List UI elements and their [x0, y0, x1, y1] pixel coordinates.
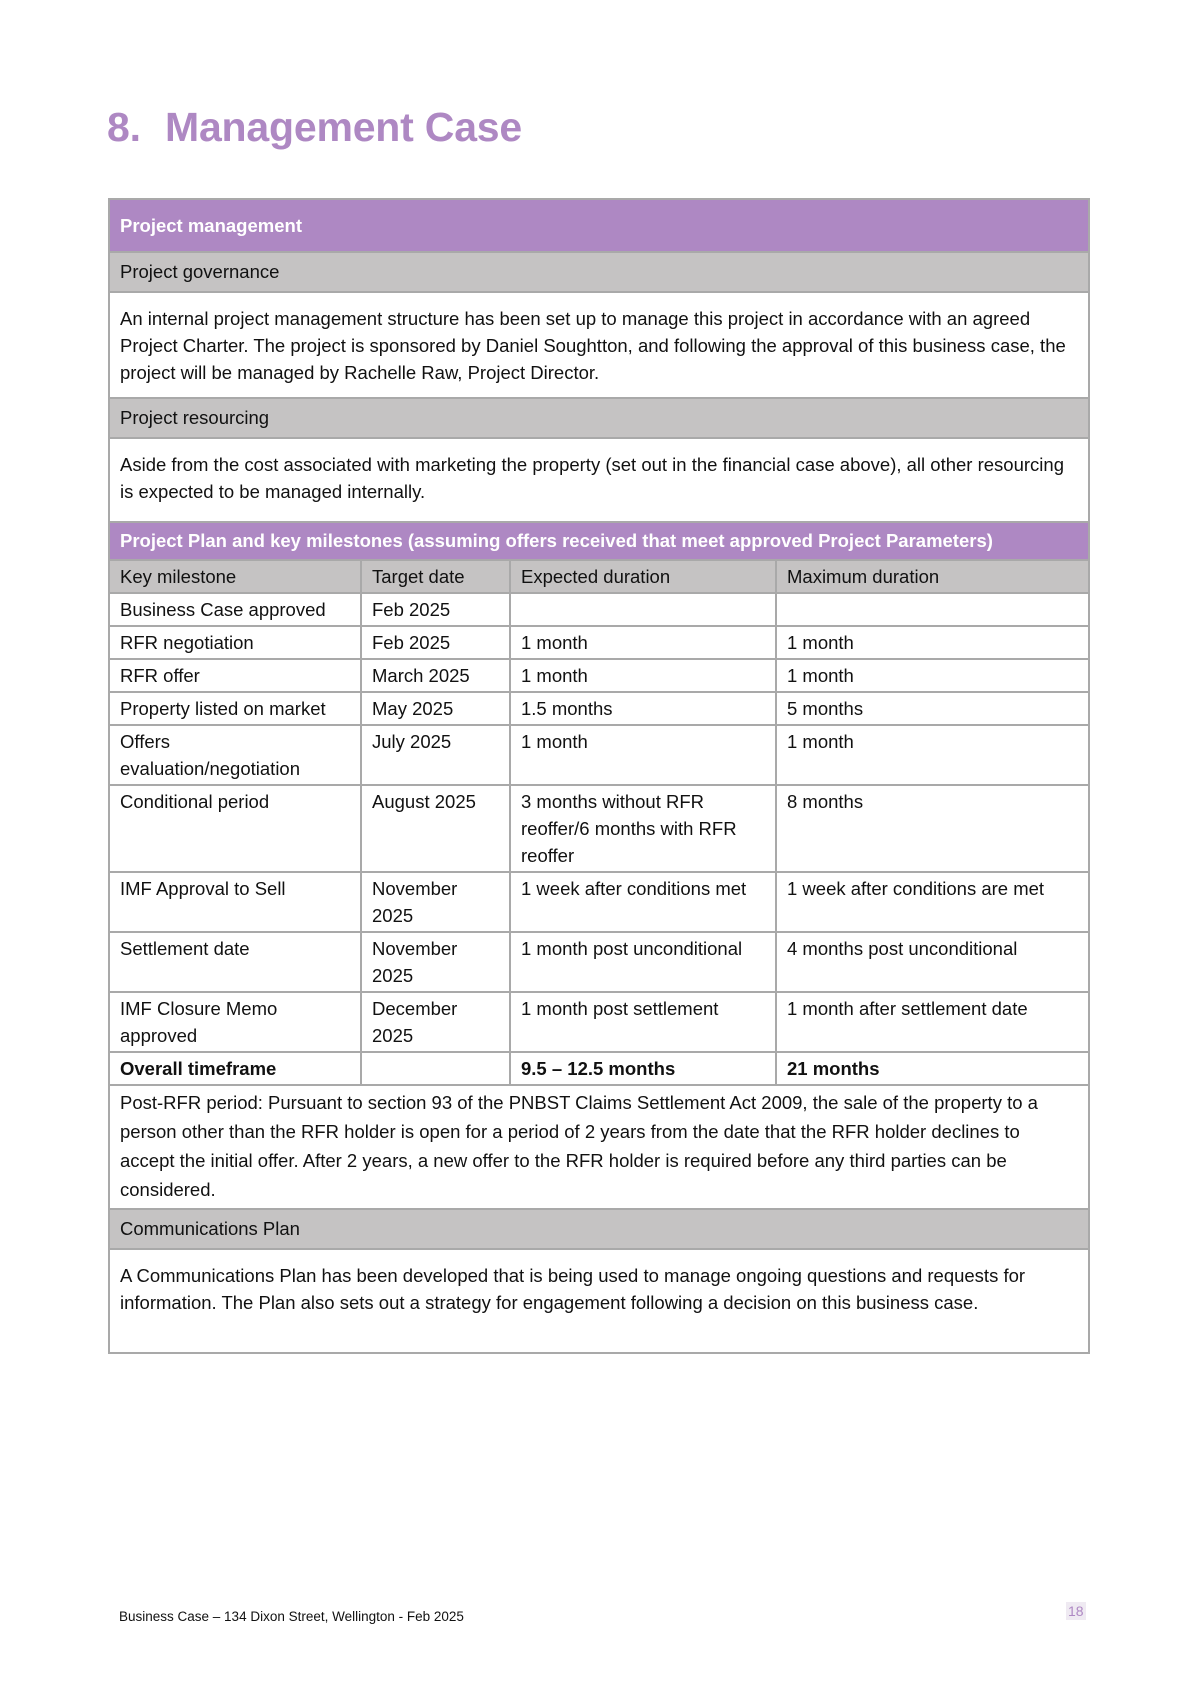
target-date-cell: Feb 2025	[361, 626, 510, 659]
maximum-duration-cell: 5 months	[776, 692, 1088, 725]
target-date-cell: July 2025	[361, 725, 510, 785]
maximum-duration-cell: 8 months	[776, 785, 1088, 872]
governance-text: An internal project management structure has been set up to manage this project in accordance with an agreed Project Charter. The project is sponsored by Daniel Soughtton, and following the approval of this business case, the project will be managed by Rachelle Raw, Project Director.	[110, 293, 1088, 399]
expected-duration-cell: 1 week after conditions met	[510, 872, 776, 932]
table-row	[110, 659, 1088, 692]
maximum-duration-cell: 1 month	[776, 626, 1088, 659]
expected-duration-cell: 1 month post unconditional	[510, 932, 776, 992]
maximum-duration-cell: 1 month after settlement date	[776, 992, 1088, 1052]
target-date-cell: May 2025	[361, 692, 510, 725]
subheader-project-resourcing: Project resourcing	[110, 399, 1088, 439]
table-row	[110, 692, 1088, 725]
milestones-table	[110, 561, 1088, 1086]
expected-duration-cell: 1 month	[510, 626, 776, 659]
expected-duration-cell: 1 month	[510, 725, 776, 785]
target-date-cell: August 2025	[361, 785, 510, 872]
target-date-cell: December 2025	[361, 992, 510, 1052]
maximum-duration-cell: 1 month	[776, 725, 1088, 785]
expected-duration-cell: 1 month post settlement	[510, 992, 776, 1052]
target-date-cell: March 2025	[361, 659, 510, 692]
target-date-cell: Feb 2025	[361, 593, 510, 626]
target-date-cell: November 2025	[361, 872, 510, 932]
table-row	[110, 626, 1088, 659]
total-maximum-duration: 21 months	[776, 1052, 1088, 1085]
expected-duration-cell	[510, 593, 776, 626]
column-header: Target date	[361, 561, 510, 593]
maximum-duration-cell	[776, 593, 1088, 626]
table-row	[110, 992, 1088, 1052]
target-date-cell: November 2025	[361, 932, 510, 992]
page-number: 18	[1068, 1603, 1084, 1619]
section-header-project-management: Project management	[110, 200, 1088, 253]
milestone-cell: IMF Closure Memo approved	[110, 992, 361, 1052]
post-rfr-note: Post-RFR period: Pursuant to section 93 of the PNBST Claims Settlement Act 2009, the sale of the property to a person other than the RFR holder is open for a period of 2 years from the date that the RFR holder declines to accept the initial offer. After 2 years, a new offer to the RFR holder is required before any third parties can be considered.	[110, 1086, 1088, 1210]
subheader-project-governance: Project governance	[110, 253, 1088, 293]
total-row	[110, 1052, 1088, 1085]
milestone-cell: Property listed on market	[110, 692, 361, 725]
total-target-date	[361, 1052, 510, 1085]
table-row	[110, 725, 1088, 785]
milestone-cell: RFR offer	[110, 659, 361, 692]
table-row	[110, 593, 1088, 626]
column-header: Maximum duration	[776, 561, 1088, 593]
management-table	[108, 198, 1090, 1354]
expected-duration-cell: 1 month	[510, 659, 776, 692]
milestone-cell: RFR negotiation	[110, 626, 361, 659]
expected-duration-cell: 3 months without RFR reoffer/6 months with RFR reoffer	[510, 785, 776, 872]
footer-text: Business Case – 134 Dixon Street, Wellington - Feb 2025	[119, 1609, 464, 1624]
milestone-cell: Business Case approved	[110, 593, 361, 626]
column-header: Key milestone	[110, 561, 361, 593]
maximum-duration-cell: 4 months post unconditional	[776, 932, 1088, 992]
milestones-header-row	[110, 561, 1088, 593]
maximum-duration-cell: 1 month	[776, 659, 1088, 692]
communications-text: A Communications Plan has been developed that is being used to manage ongoing questions and requests for information. The Plan also sets out a strategy for engagement following a decision on this business case.	[120, 1265, 1026, 1313]
milestone-cell: IMF Approval to Sell	[110, 872, 361, 932]
table-row	[110, 872, 1088, 932]
table-row	[110, 785, 1088, 872]
page-heading	[107, 104, 522, 151]
resourcing-text: Aside from the cost associated with marketing the property (set out in the financial case above), all other resourcing is expected to be managed internally.	[110, 439, 1088, 523]
total-expected-duration: 9.5 – 12.5 months	[510, 1052, 776, 1085]
maximum-duration-cell: 1 week after conditions are met	[776, 872, 1088, 932]
total-label: Overall timeframe	[110, 1052, 361, 1085]
heading-title: Management Case	[165, 104, 523, 150]
expected-duration-cell: 1.5 months	[510, 692, 776, 725]
subheader-communications-plan: Communications Plan	[110, 1210, 1088, 1250]
milestone-cell: Conditional period	[110, 785, 361, 872]
table-row	[110, 932, 1088, 992]
heading-number: 8.	[107, 104, 141, 150]
section-header-project-plan: Project Plan and key milestones (assuming offers received that meet approved Project Parameters)	[110, 523, 1088, 561]
milestone-cell: Settlement date	[110, 932, 361, 992]
milestone-cell: Offers evaluation/negotiation	[110, 725, 361, 785]
column-header: Expected duration	[510, 561, 776, 593]
